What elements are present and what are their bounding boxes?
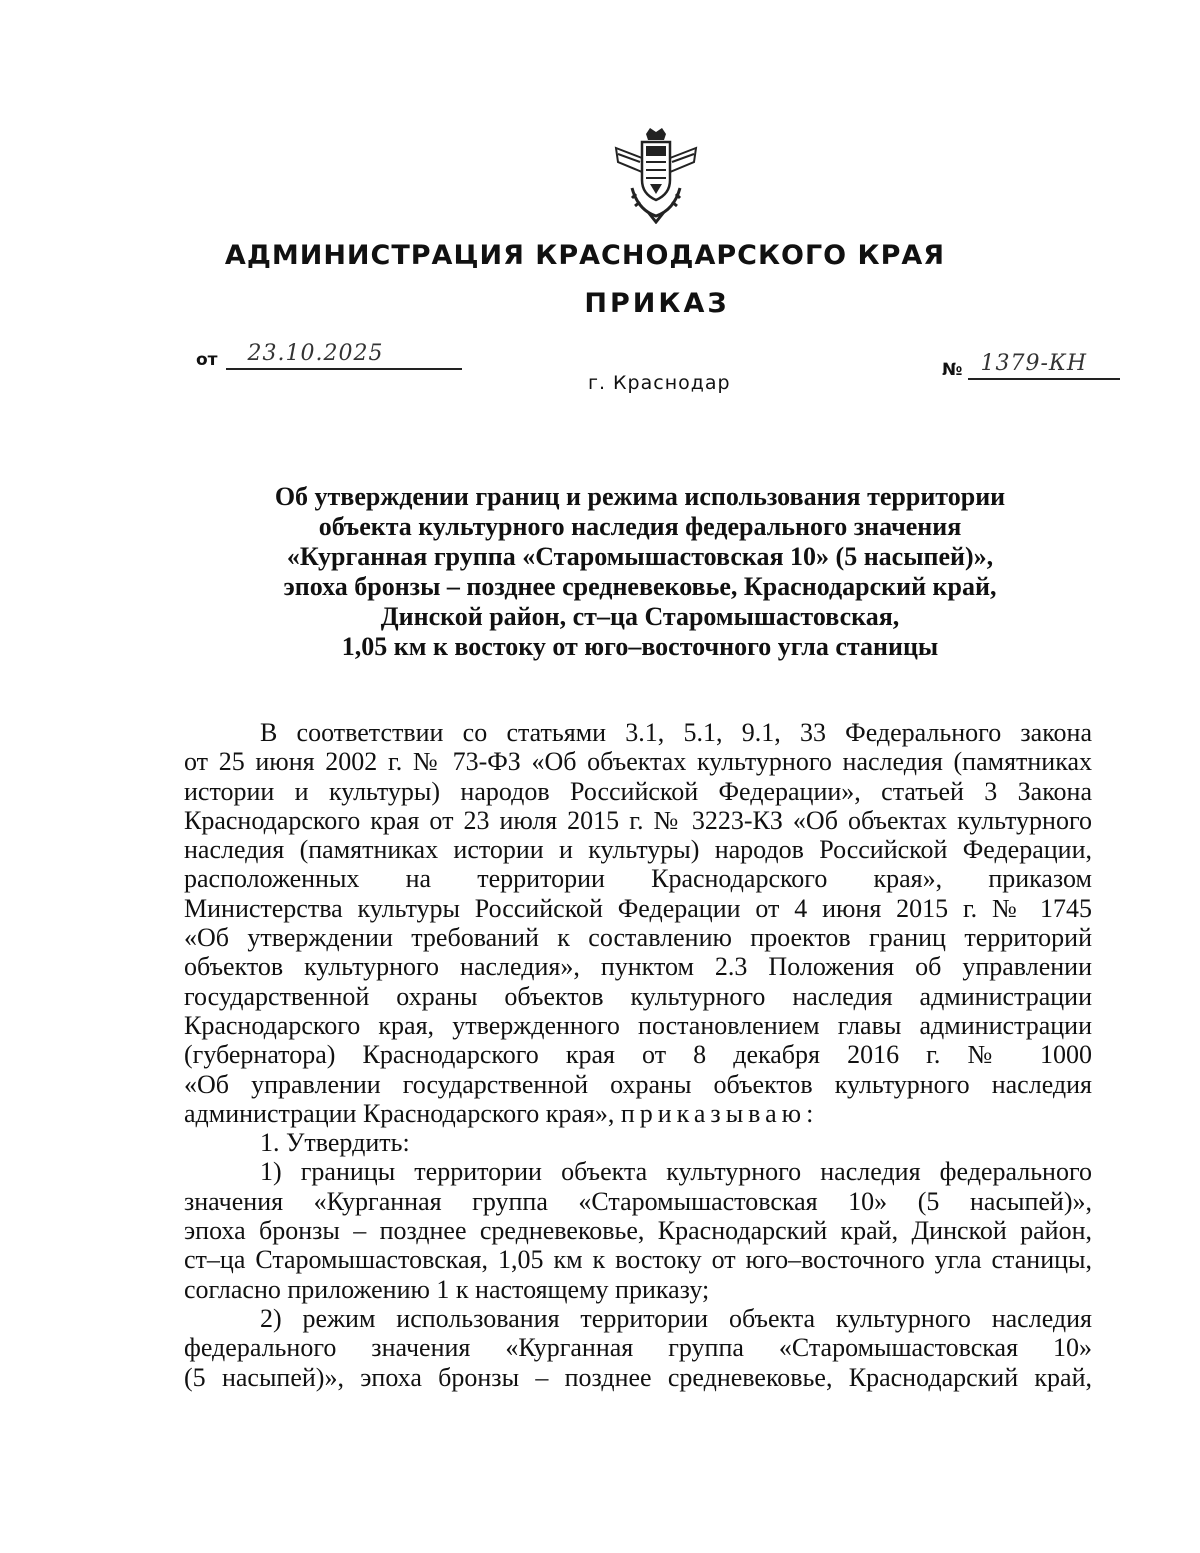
body-line: (губернатора) Краснодарского края от 8 декабря 2016 г. № 1000 xyxy=(184,1040,1092,1070)
document-body xyxy=(184,718,1092,1392)
coat-of-arms-icon xyxy=(608,128,704,224)
order-word: приказываю: xyxy=(620,1098,819,1128)
title-line: Об утверждении границ и режима использования территории xyxy=(274,482,1006,511)
body-line: 1) границы территории объекта культурного наследия федерального xyxy=(260,1157,1092,1187)
body-line: «Об управлении государственной охраны объектов культурного наследия xyxy=(184,1069,1092,1099)
body-line: эпоха бронзы – позднее средневековье, Краснодарский край, Динской район, xyxy=(184,1216,1092,1246)
title-line: эпоха бронзы – позднее средневековье, Краснодарский край, xyxy=(283,572,997,601)
date-line xyxy=(226,341,462,370)
body-line: Краснодарского края, утвержденного постановлением главы администрации xyxy=(184,1010,1092,1040)
body-line: от 25 июня 2002 г. № 73-ФЗ «Об объектах культурного наследия (памятниках xyxy=(184,747,1092,777)
body-line xyxy=(184,1099,1092,1128)
body-line: значения «Курганная группа «Старомышастовская 10» (5 насыпей)», xyxy=(184,1186,1092,1216)
number-value: 1379-КН xyxy=(980,351,1088,376)
agency-name: АДМИНИСТРАЦИЯ КРАСНОДАРСКОГО КРАЯ xyxy=(224,240,946,271)
body-line: В соответствии со статьями 3.1, 5.1, 9.1, 33 Федерального закона xyxy=(260,718,1092,747)
city: г. Краснодар xyxy=(588,372,731,394)
number-field xyxy=(942,351,1120,380)
date-value: 23.10.2025 xyxy=(247,341,384,366)
number-prefix: № xyxy=(942,360,963,380)
body-line: ст–ца Старомышастовская, 1,05 км к востоку от юго–восточного угла станицы, xyxy=(184,1245,1092,1275)
body-line: объектов культурного наследия», пунктом 2.3 Положения об управлении xyxy=(184,952,1092,982)
title-line: 1,05 км к востоку от юго–восточного угла станицы xyxy=(341,632,939,661)
body-line: «Об утверждении требований к составлению проектов границ территорий xyxy=(184,923,1092,953)
body-line-text: администрации Краснодарского края», xyxy=(184,1098,615,1128)
body-line: федерального значения «Курганная группа «Старомышастовская 10» xyxy=(184,1333,1092,1363)
document-type: ПРИКАЗ xyxy=(584,288,730,319)
title-line: объекта культурного наследия федерального значения xyxy=(318,512,962,541)
body-line: 2) режим использования территории объекта культурного наследия xyxy=(260,1303,1092,1333)
body-line: согласно приложению 1 к настоящему приказу; xyxy=(184,1274,710,1304)
title-line: Динской район, ст–ца Старомышастовская, xyxy=(380,602,900,631)
document-title xyxy=(190,482,1090,662)
body-line: истории и культуры) народов Российской Федерации», статьей 3 Закона xyxy=(184,776,1092,806)
date-prefix: от xyxy=(196,350,218,370)
body-line: государственной охраны объектов культурного наследия администрации xyxy=(184,981,1092,1011)
body-line: наследия (памятниках истории и культуры) народов Российской Федерации, xyxy=(184,835,1092,865)
body-line: (5 насыпей)», эпоха бронзы – позднее средневековье, Краснодарский край, xyxy=(184,1362,1092,1392)
title-line: «Курганная группа «Старомышастовская 10» (5 насыпей)», xyxy=(286,542,994,571)
item-heading: 1. Утвердить: xyxy=(260,1128,410,1158)
date-field xyxy=(196,341,462,370)
body-line: Министерства культуры Российской Федерации от 4 июня 2015 г. № 1745 xyxy=(184,893,1092,923)
body-line: Краснодарского края от 23 июля 2015 г. № 3223-КЗ «Об объектах культурного xyxy=(184,805,1092,835)
body-line: расположенных на территории Краснодарского края», приказом xyxy=(184,864,1092,894)
number-line xyxy=(968,351,1120,380)
